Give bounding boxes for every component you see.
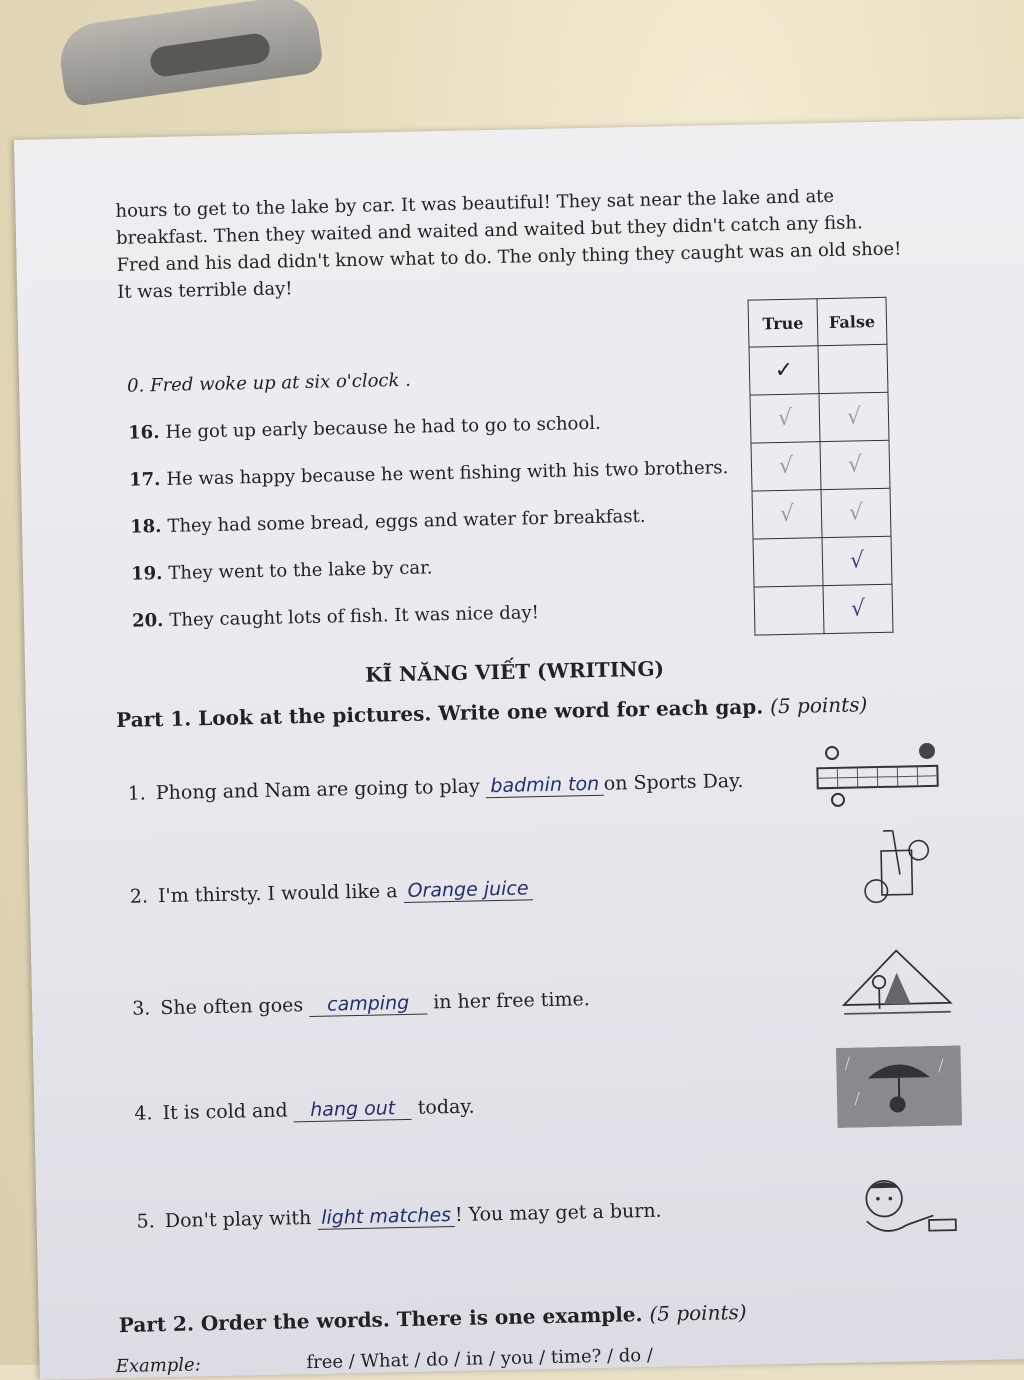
true-cell[interactable] xyxy=(753,538,823,587)
part2-example: Example: free / What / do / in / you / time? / do / xyxy=(115,1345,653,1377)
table-row xyxy=(754,584,893,635)
question-1: 1. Phong and Nam are going to play badmin ton on Sports Day. xyxy=(127,770,743,806)
false-cell[interactable] xyxy=(822,536,892,585)
true-cell[interactable] xyxy=(751,442,821,491)
check-mark-icon: √ xyxy=(780,502,795,527)
statement-18: 18. They had some bread, eggs and water for breakfast. xyxy=(130,491,751,551)
question-3: 3. She often goes camping in her free time. xyxy=(132,988,590,1021)
section-title: KĨ NĂNG VIẾT (WRITING) xyxy=(365,657,664,687)
true-cell[interactable] xyxy=(754,586,824,635)
statement-19: 19. They went to the lake by car. xyxy=(131,538,752,598)
part2-title: Part 2. Order the words. There is one example. (5 points) xyxy=(119,1300,747,1337)
rain-picture xyxy=(828,1045,970,1128)
check-mark-icon: √ xyxy=(847,404,862,429)
table-row xyxy=(749,344,888,395)
table-row xyxy=(751,440,890,491)
check-mark-icon: √ xyxy=(851,596,866,621)
answer-field[interactable]: camping xyxy=(309,992,427,1017)
question-5: 5. Don't play with light matches ! You may get a burn. xyxy=(136,1200,661,1234)
true-cell[interactable] xyxy=(750,394,820,443)
answer-field[interactable]: Orange juice xyxy=(403,877,532,903)
true-cell[interactable] xyxy=(749,346,819,395)
statement-20: 20. They caught lots of fish. It was nice day! xyxy=(132,585,753,645)
check-mark-icon: √ xyxy=(850,548,865,573)
false-cell[interactable] xyxy=(823,584,893,633)
reading-passage: hours to get to the lake by car. It was beautiful! They sat near the lake and ate breakfast. Then they waited and waited and waited but they didn't catch any fish. Fred and his dad didn't know what to do. The only thing they caught was an old shoe! It was terrible day! xyxy=(115,181,907,306)
false-cell[interactable] xyxy=(819,392,889,441)
matches-picture xyxy=(836,1170,978,1253)
answer-field[interactable]: light matches xyxy=(317,1204,455,1230)
true-false-statements xyxy=(127,350,753,645)
part1-title: Part 1. Look at the pictures. Write one word for each gap. (5 points) xyxy=(116,692,868,732)
camping-picture xyxy=(826,940,968,1023)
worksheet-page xyxy=(14,119,1024,1380)
false-cell[interactable] xyxy=(820,440,890,489)
juice-picture xyxy=(839,825,981,908)
false-cell[interactable] xyxy=(821,488,891,537)
table-row xyxy=(753,536,892,587)
check-mark-icon: √ xyxy=(778,406,793,431)
true-column-header: True xyxy=(748,299,818,347)
badminton-picture xyxy=(807,736,949,819)
statement-17: 17. He was happy because he went fishing with his two brothers. xyxy=(129,444,750,504)
check-mark-icon: √ xyxy=(849,500,864,525)
question-2: 2. I'm thirsty. I would like a Orange juice xyxy=(130,877,533,908)
question-4: 4. It is cold and hang out today. xyxy=(134,1096,475,1126)
true-cell[interactable] xyxy=(752,490,822,539)
statement-16: 16. He got up early because he had to go to school. xyxy=(128,397,749,457)
false-column-header: False xyxy=(817,297,887,345)
answer-field[interactable]: hang out xyxy=(294,1097,412,1122)
table-row xyxy=(750,392,889,443)
table-row xyxy=(752,488,891,539)
check-mark-icon: √ xyxy=(848,452,863,477)
false-cell[interactable] xyxy=(818,344,888,393)
true-false-table xyxy=(748,297,894,636)
check-mark-icon: √ xyxy=(779,454,794,479)
check-mark-icon: ✓ xyxy=(775,358,794,383)
answer-field[interactable]: badmin ton xyxy=(486,773,604,798)
statement-example: 0. Fred woke up at six o'clock . xyxy=(127,350,748,410)
